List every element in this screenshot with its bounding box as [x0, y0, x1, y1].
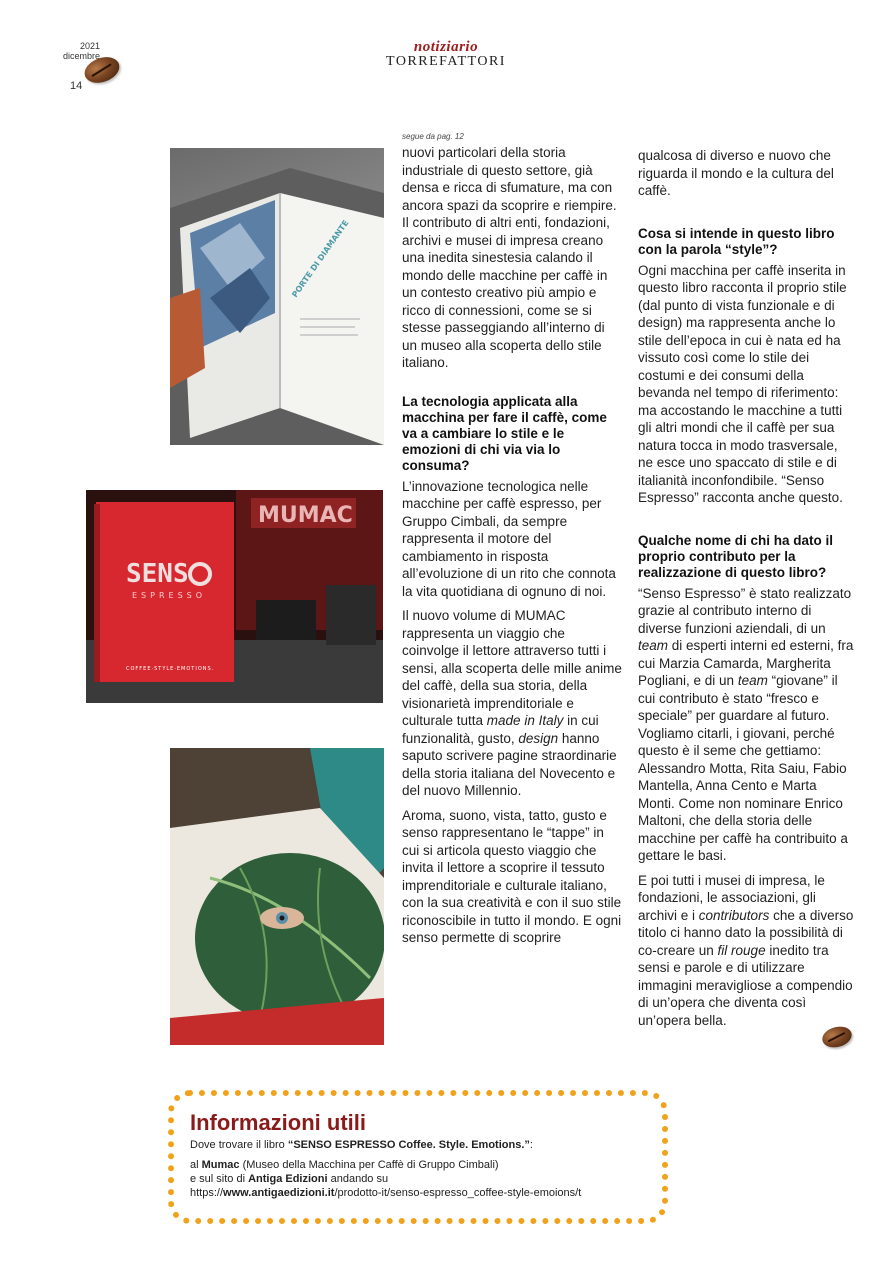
photo-book-spread: [170, 148, 384, 445]
magazine-logo-bottom: TORREFATTORI: [386, 54, 506, 69]
paragraph: qualcosa di diverso e nuovo che riguarda il mondo e la cultura del caffè.: [638, 148, 834, 198]
museum-sign-text: MUMAC: [258, 503, 353, 528]
cover-subtitle-text: ESPRESSO: [132, 591, 207, 600]
emphasis: fil rouge: [717, 942, 766, 958]
info-line-mumac: al Mumac (Museo della Macchina per Caffè di Gruppo Cimbali): [190, 1159, 499, 1171]
paragraph: nuovi particolari della storia industriale di questo settore, già densa e ricca di sfumature, ma con ancora spazi da scoprire e riempire. Il contributo di altri enti, fondazioni, archivi e musei di impresa creano una inedita sinestesia calando il mondo delle macchine per caffè in un contesto creativo più ampio e ricco di connessioni, come se si stesse passeggiando all’interno di un museo alla scoperta dello stile italiano.: [402, 145, 617, 370]
article-column-1: [402, 132, 622, 954]
article-column-2: [638, 147, 854, 1036]
issue-month: dicembre: [62, 51, 100, 61]
publisher-url-link[interactable]: https://www.antigaedizioni.it/prodotto-it/senso-espresso_coffee-style-emoions/t: [190, 1187, 582, 1199]
info-box-title: Informazioni utili: [190, 1110, 366, 1135]
cover-title-text: SENS: [126, 559, 189, 589]
emphasis: design: [518, 730, 559, 746]
spread-title-text: PORTE DI DIAMANTE: [290, 218, 351, 300]
info-line-publisher: e sul sito di Antiga Edizioni andando su: [190, 1173, 389, 1185]
question-heading: Cosa si intende in questo libro con la parola “style”?: [638, 225, 835, 257]
paragraph: “Senso Espresso” è stato realizzato grazie al contributo interno di diverse funzioni aziendali, di un team di esperti interni ed esterni, fra cui Marzia Camarda, Margherita Pogliani, e di un team “giovane” il cui contributo è stato “fresco e speciale” per guardare al futuro. Vogliamo citarli, i giovani, perché questo è il seme che gettiamo: Alessandro Motta, Rita Saiu, Fabio Mantella, Anna Cento e Marta Monti. Come non nominare Enrico Maltoni, che della storia delle macchine per caffè ha contribuito a gettare le basi.: [638, 585, 854, 863]
emphasis: made in Italy: [486, 713, 564, 728]
emphasis: team: [638, 638, 669, 653]
photo-book-cover: [86, 490, 383, 703]
emphasis: contributors: [698, 907, 770, 923]
magazine-logo-top: notiziario: [413, 39, 479, 55]
info-line-book: Dove trovare il libro “SENSO ESPRESSO Coffee. Style. Emotions.”:: [190, 1139, 533, 1151]
continued-from-note: segue da pag. 12: [402, 132, 464, 141]
issue-year: 2021: [79, 41, 100, 51]
cover-tagline-text: COFFEE·STYLE·EMOTIONS.: [126, 666, 215, 672]
question-heading: Qualche nome di chi ha dato il proprio contributo per la realizzazione di questo libro?: [638, 532, 834, 580]
emphasis: team: [737, 673, 768, 688]
paragraph: Il nuovo volume di MUMAC rappresenta un viaggio che coinvolge il lettore attraverso tutti i sensi, alla scoperta delle mille anime del caffè, della sua storia, della visionarietà imprenditoriale e culturale tutta made in Italy in cui funzionalità, gusto, design hanno saputo scrivere pagine straordinarie della storia italiana del Novecento e del nuovo Millennio.: [402, 608, 622, 798]
photo-book-leaf-page: [170, 748, 384, 1045]
paragraph: Ogni macchina per caffè inserita in questo libro racconta il proprio stile (dal punto di vista funzionale e di design) ma rappresenta anche lo stile dell’epoca in cui è nata ed ha vissuto così come lo stile dei costumi e dei consumi della bevanda nel tempo di riferimento: ma accostando le macchine a tutti gli altri mondi che il caffè per sua natura tocca in modo trasversale, ne esce uno spaccato di stile e di italianità inconfondibile. “Senso Espresso” racconta anche questo.: [638, 262, 847, 505]
paragraph: L’innovazione tecnologica nelle macchine per caffè espresso, per Gruppo Cimbali, da sempre rappresenta il motore del cambiamento in risposta all’evoluzione di un rito che connota la vita quotidiana di ognuno di noi.: [402, 478, 616, 599]
paragraph: Aroma, suono, vista, tatto, gusto e senso rappresentano le “tappe” in cui si articola questo viaggio che invita il lettore a scoprire il tessuto imprenditoriale e culturale italiano, con la sua creatività e con il suo stile riconoscibile in tutto il mondo. E ogni senso permette di scoprire: [402, 807, 622, 945]
paragraph: E poi tutti i musei di impresa, le fondazioni, le associazioni, gli archivi e i contributors che a diverso titolo ci hanno dato la possibilità di co-creare un fil rouge inedito tra sensi e parole e di utilizzare immagini meravigliose a compendio di un’opera che diventa così un’opera bella.: [638, 872, 854, 1028]
page-number: 14: [70, 80, 83, 92]
question-heading: La tecnologia applicata alla macchina per fare il caffè, come va a cambiare lo stile e le emozioni di chi via via lo consuma?: [402, 393, 607, 473]
